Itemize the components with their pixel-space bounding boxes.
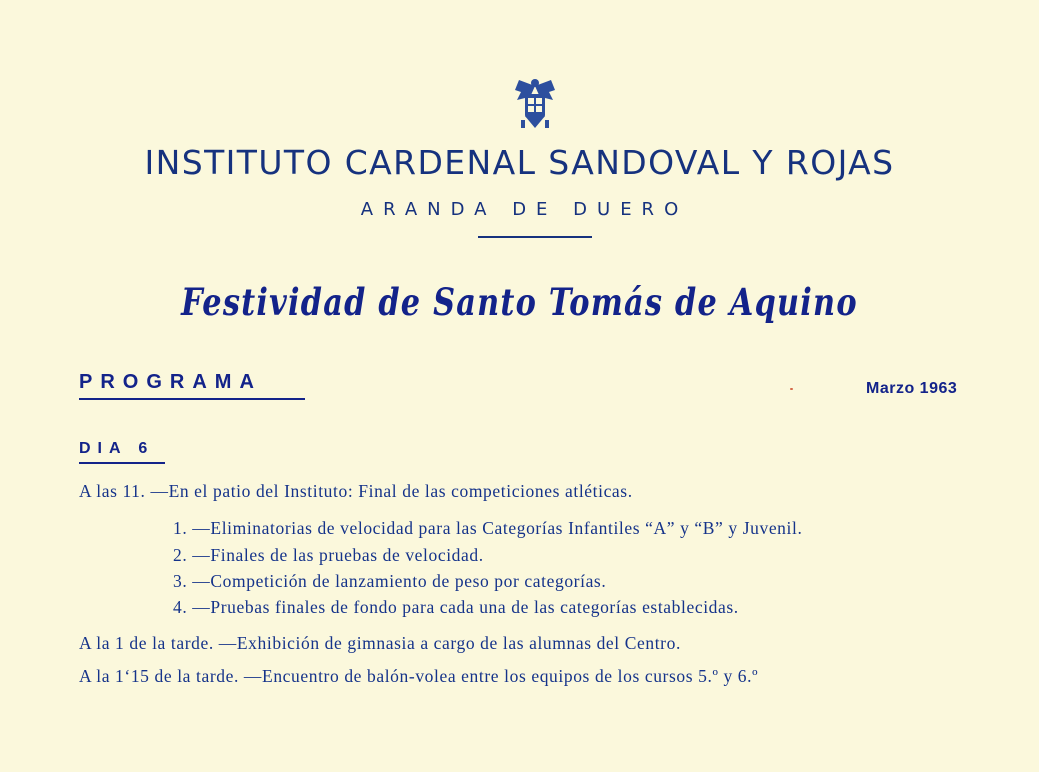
- schedule-line-1100: A las 11. —En el patio del Instituto: Final de las competiciones atléticas.: [79, 481, 633, 501]
- schedule-line-1300: A la 1 de la tarde. —Exhibición de gimnasia a cargo de las alumnas del Centro.: [79, 633, 681, 653]
- coat-of-arms-icon: [511, 76, 559, 132]
- schedule-item-4: 4. —Pruebas finales de fondo para cada una de las categorías establecidas.: [173, 597, 739, 617]
- header-divider: [478, 236, 592, 238]
- programa-date: Marzo 1963: [866, 380, 958, 397]
- schedule-item-2: 2. —Finales de las pruebas de velocidad.: [173, 545, 484, 565]
- schedule-item-3: 3. —Competición de lanzamiento de peso por categorías.: [173, 571, 607, 591]
- programa-underline: [79, 398, 305, 400]
- programa-heading: PROGRAMA: [79, 371, 262, 393]
- day-heading: DIA 6: [79, 440, 155, 457]
- event-title: Festividad de Santo Tomás de Aquino: [181, 280, 858, 324]
- institute-name: INSTITUTO CARDENAL SANDOVAL Y ROJAS: [144, 143, 895, 182]
- institute-city: ARANDA DE DUERO: [360, 199, 689, 220]
- schedule-line-1315: A la 1‘15 de la tarde. —Encuentro de balón-volea entre los equipos de los cursos 5.º y 6.º: [79, 666, 759, 686]
- schedule-item-1: 1. —Eliminatorias de velocidad para las Categorías Infantiles “A” y “B” y Juvenil.: [173, 518, 803, 538]
- day-underline: [79, 462, 165, 464]
- ink-speck: [790, 388, 793, 390]
